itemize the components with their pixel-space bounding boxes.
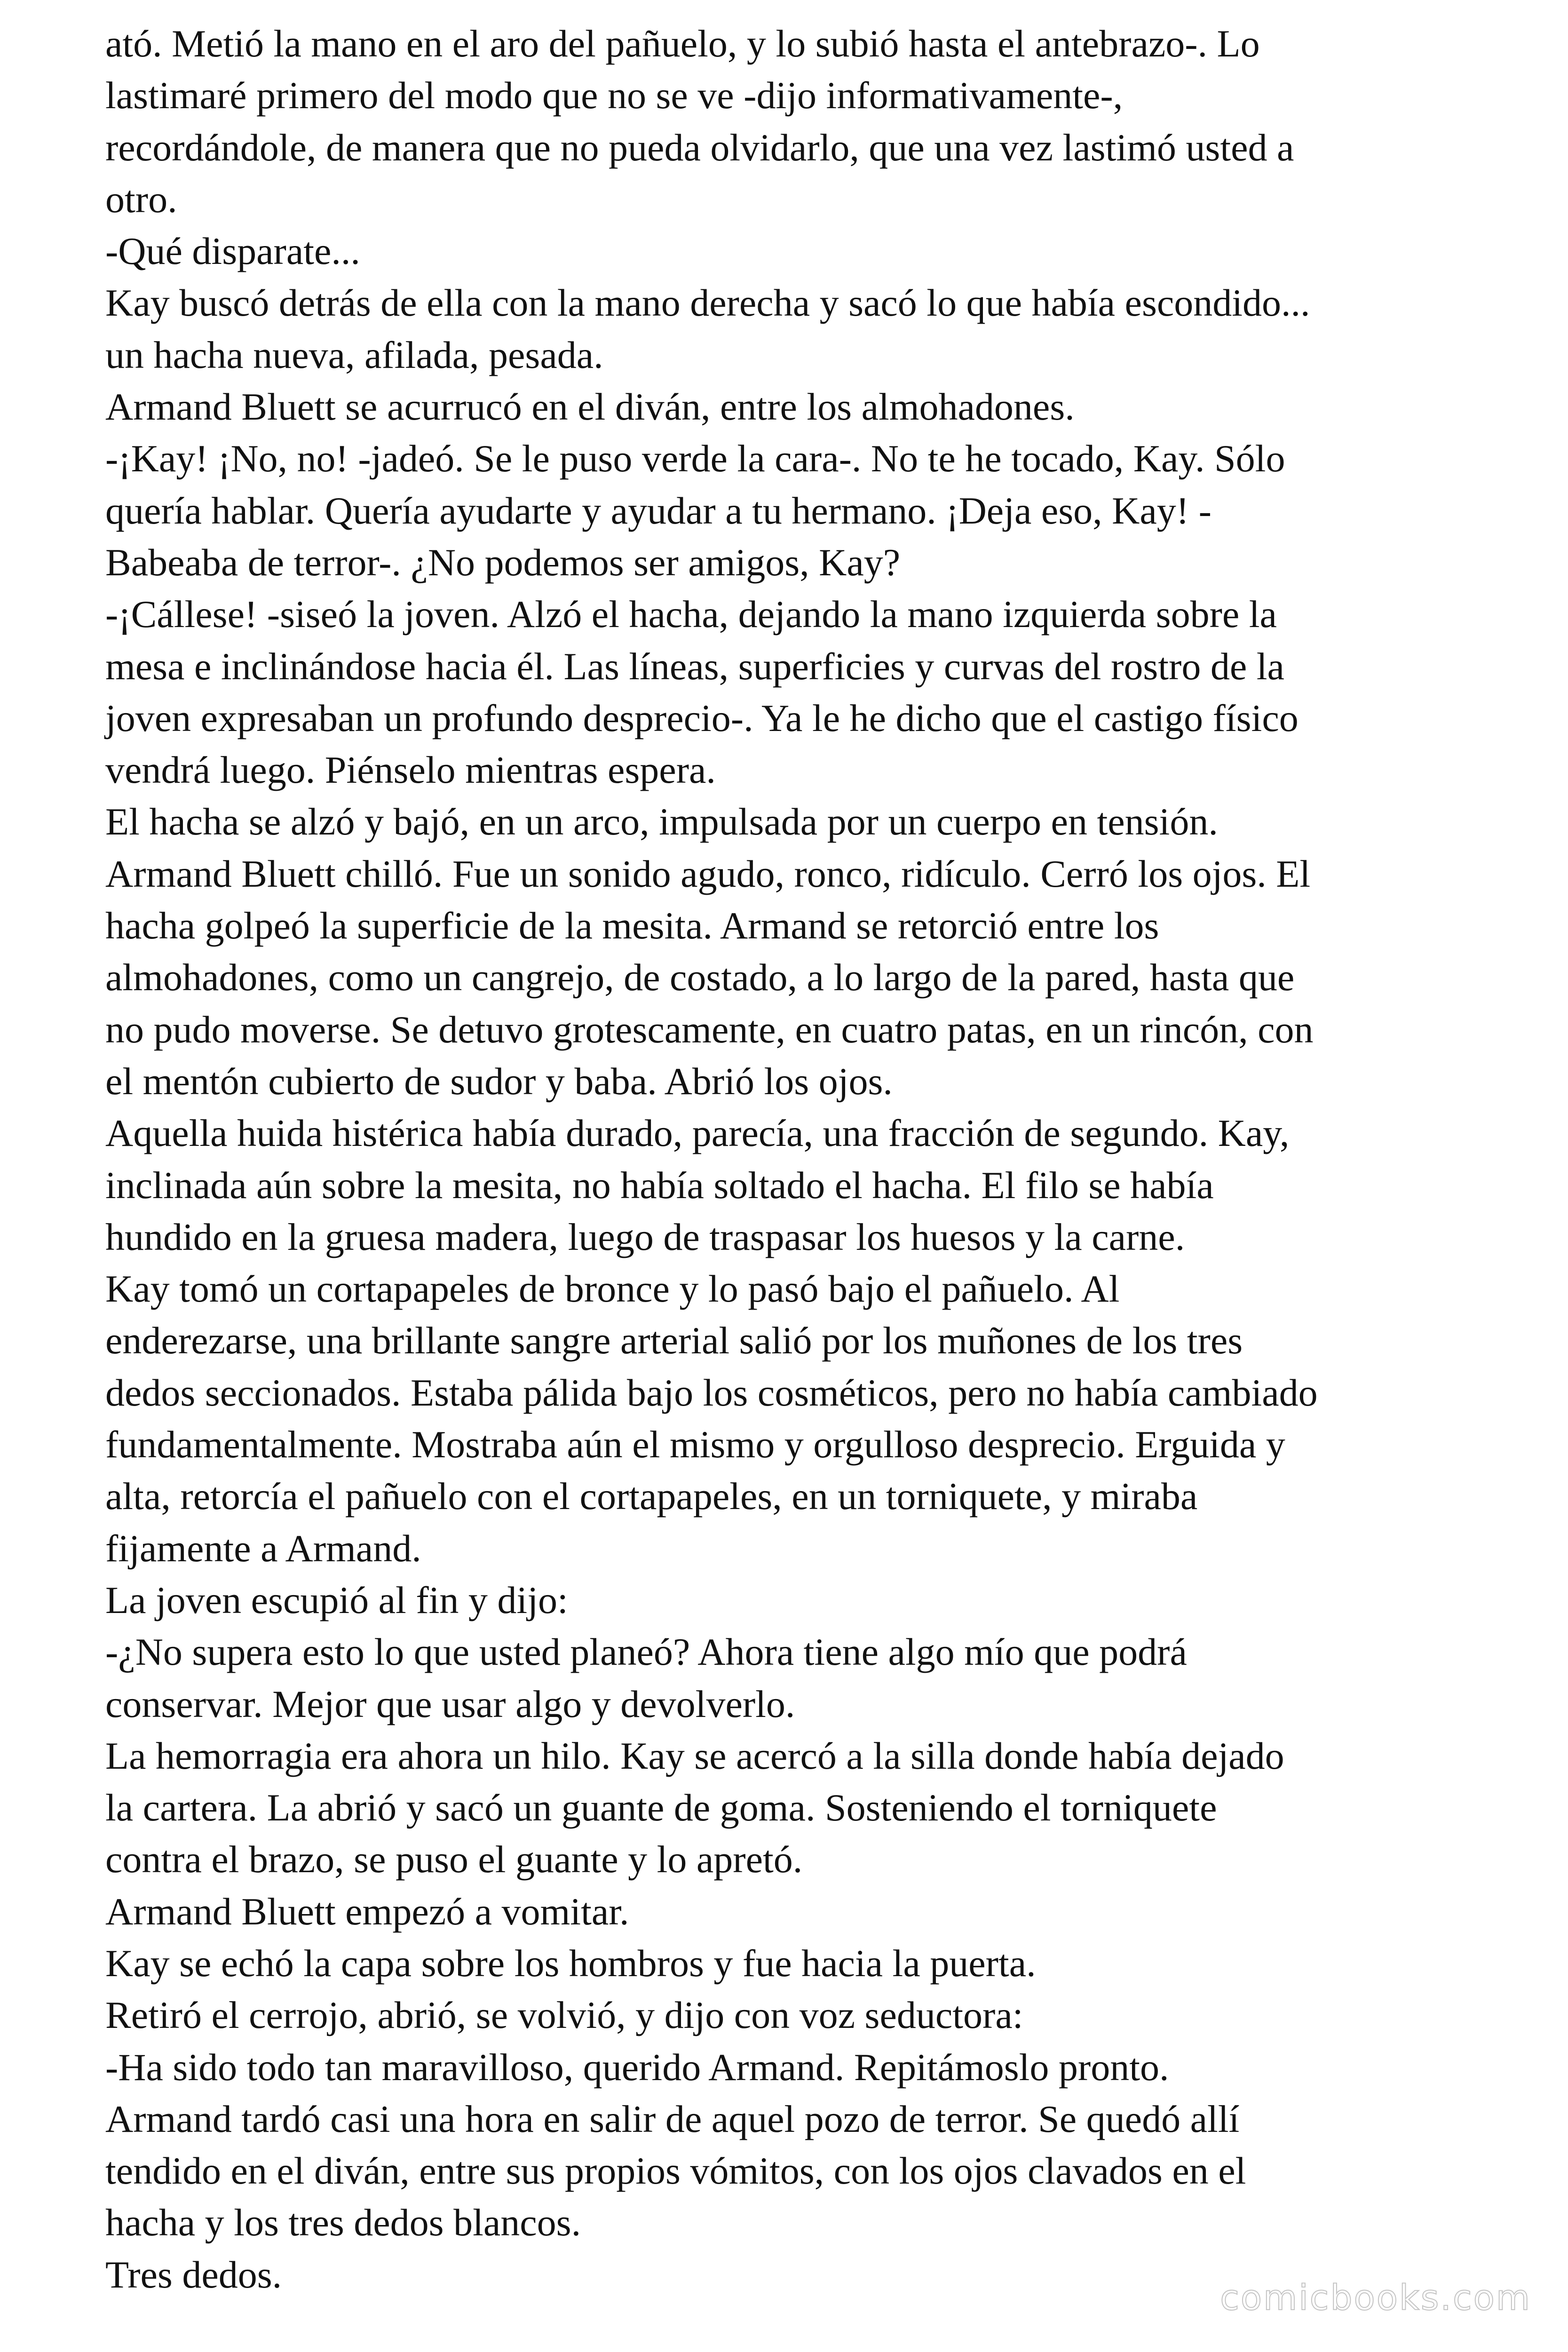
text-line: joven expresaban un profundo desprecio-. Ya le he dicho que el castigo físico (105, 696, 1299, 739)
text-line: Kay buscó detrás de ella con la mano derecha y sacó lo que había escondido... (105, 281, 1310, 325)
text-line: La joven escupió al fin y dijo: (105, 1578, 568, 1621)
text-line: -¡Cállese! -siseó la joven. Alzó el hacha, dejando la mano izquierda sobre la (105, 593, 1277, 636)
text-line: -¡Kay! ¡No, no! -jadeó. Se le puso verde la cara-. No te he tocado, Kay. Sólo (105, 437, 1285, 480)
text-line: Retiró el cerrojo, abrió, se volvió, y dijo con voz seductora: (105, 1994, 1023, 2037)
text-line: hacha y los tres dedos blancos. (105, 2201, 581, 2244)
text-line: otro. (105, 177, 177, 221)
text-line: quería hablar. Quería ayudarte y ayudar a tu hermano. ¡Deja eso, Kay! - (105, 489, 1212, 532)
text-line: fijamente a Armand. (105, 1526, 421, 1570)
text-line: un hacha nueva, afilada, pesada. (105, 333, 603, 376)
text-line: -¿No supera esto lo que usted planeó? Ahora tiene algo mío que podrá (105, 1630, 1187, 1674)
text-line: la cartera. La abrió y sacó un guante de goma. Sosteniendo el torniquete (105, 1786, 1217, 1829)
text-line: Babeaba de terror-. ¿No podemos ser amigos, Kay? (105, 540, 901, 584)
text-line: alta, retorcía el pañuelo con el cortapapeles, en un torniquete, y miraba (105, 1475, 1198, 1518)
text-line: Aquella huida histérica había durado, parecía, una fracción de segundo. Kay, (105, 1112, 1290, 1155)
text-line: hundido en la gruesa madera, luego de traspasar los huesos y la carne. (105, 1215, 1185, 1258)
text-line: recordándole, de manera que no pueda olvidarlo, que una vez lastimó usted a (105, 126, 1294, 169)
body-text (105, 18, 1516, 2301)
text-line: El hacha se alzó y bajó, en un arco, impulsada por un cuerpo en tensión. (105, 800, 1218, 843)
text-line: dedos seccionados. Estaba pálida bajo los cosméticos, pero no había cambiado (105, 1371, 1318, 1414)
text-line: ató. Metió la mano en el aro del pañuelo, y lo subió hasta el antebrazo-. Lo (105, 22, 1260, 65)
text-line: hacha golpeó la superficie de la mesita. Armand se retorció entre los (105, 904, 1159, 947)
text-line: tendido en el diván, entre sus propios vómitos, con los ojos clavados en el (105, 2149, 1246, 2193)
text-line: Kay tomó un cortapapeles de bronce y lo pasó bajo el pañuelo. Al (105, 1267, 1120, 1311)
text-line: inclinada aún sobre la mesita, no había soltado el hacha. El filo se había (105, 1163, 1214, 1207)
text-line: almohadones, como un cangrejo, de costado, a lo largo de la pared, hasta que (105, 956, 1295, 999)
text-line: contra el brazo, se puso el guante y lo apretó. (105, 1838, 803, 1881)
text-line: mesa e inclinándose hacia él. Las líneas, superficies y curvas del rostro de la (105, 644, 1284, 688)
text-line: lastimaré primero del modo que no se ve -dijo informativamente-, (105, 74, 1123, 117)
text-line: conservar. Mejor que usar algo y devolverlo. (105, 1682, 795, 1725)
text-line: La hemorragia era ahora un hilo. Kay se acercó a la silla donde había dejado (105, 1734, 1284, 1777)
text-line: Armand Bluett chilló. Fue un sonido agudo, ronco, ridículo. Cerró los ojos. El (105, 852, 1311, 895)
text-line: el mentón cubierto de sudor y baba. Abrió los ojos. (105, 1059, 893, 1103)
text-line: vendrá luego. Piénselo mientras espera. (105, 748, 716, 792)
text-line: Armand Bluett se acurrucó en el diván, entre los almohadones. (105, 385, 1075, 429)
text-line: Tres dedos. (105, 2253, 282, 2296)
text-line: enderezarse, una brillante sangre arterial salió por los muñones de los tres (105, 1319, 1243, 1362)
text-line: Armand tardó casi una hora en salir de aquel pozo de terror. Se quedó allí (105, 2097, 1240, 2140)
text-line: no pudo moverse. Se detuvo grotescamente, en cuatro patas, en un rincón, con (105, 1008, 1314, 1051)
text-line: fundamentalmente. Mostraba aún el mismo y orgulloso desprecio. Erguida y (105, 1423, 1285, 1466)
text-line: Armand Bluett empezó a vomitar. (105, 1890, 629, 1933)
text-line: Kay se echó la capa sobre los hombros y fue hacia la puerta. (105, 1941, 1036, 1985)
watermark: comicbooks.com (1220, 2278, 1531, 2318)
text-line: -Ha sido todo tan maravilloso, querido Armand. Repitámoslo pronto. (105, 2045, 1169, 2089)
text-line: -Qué disparate... (105, 230, 360, 273)
